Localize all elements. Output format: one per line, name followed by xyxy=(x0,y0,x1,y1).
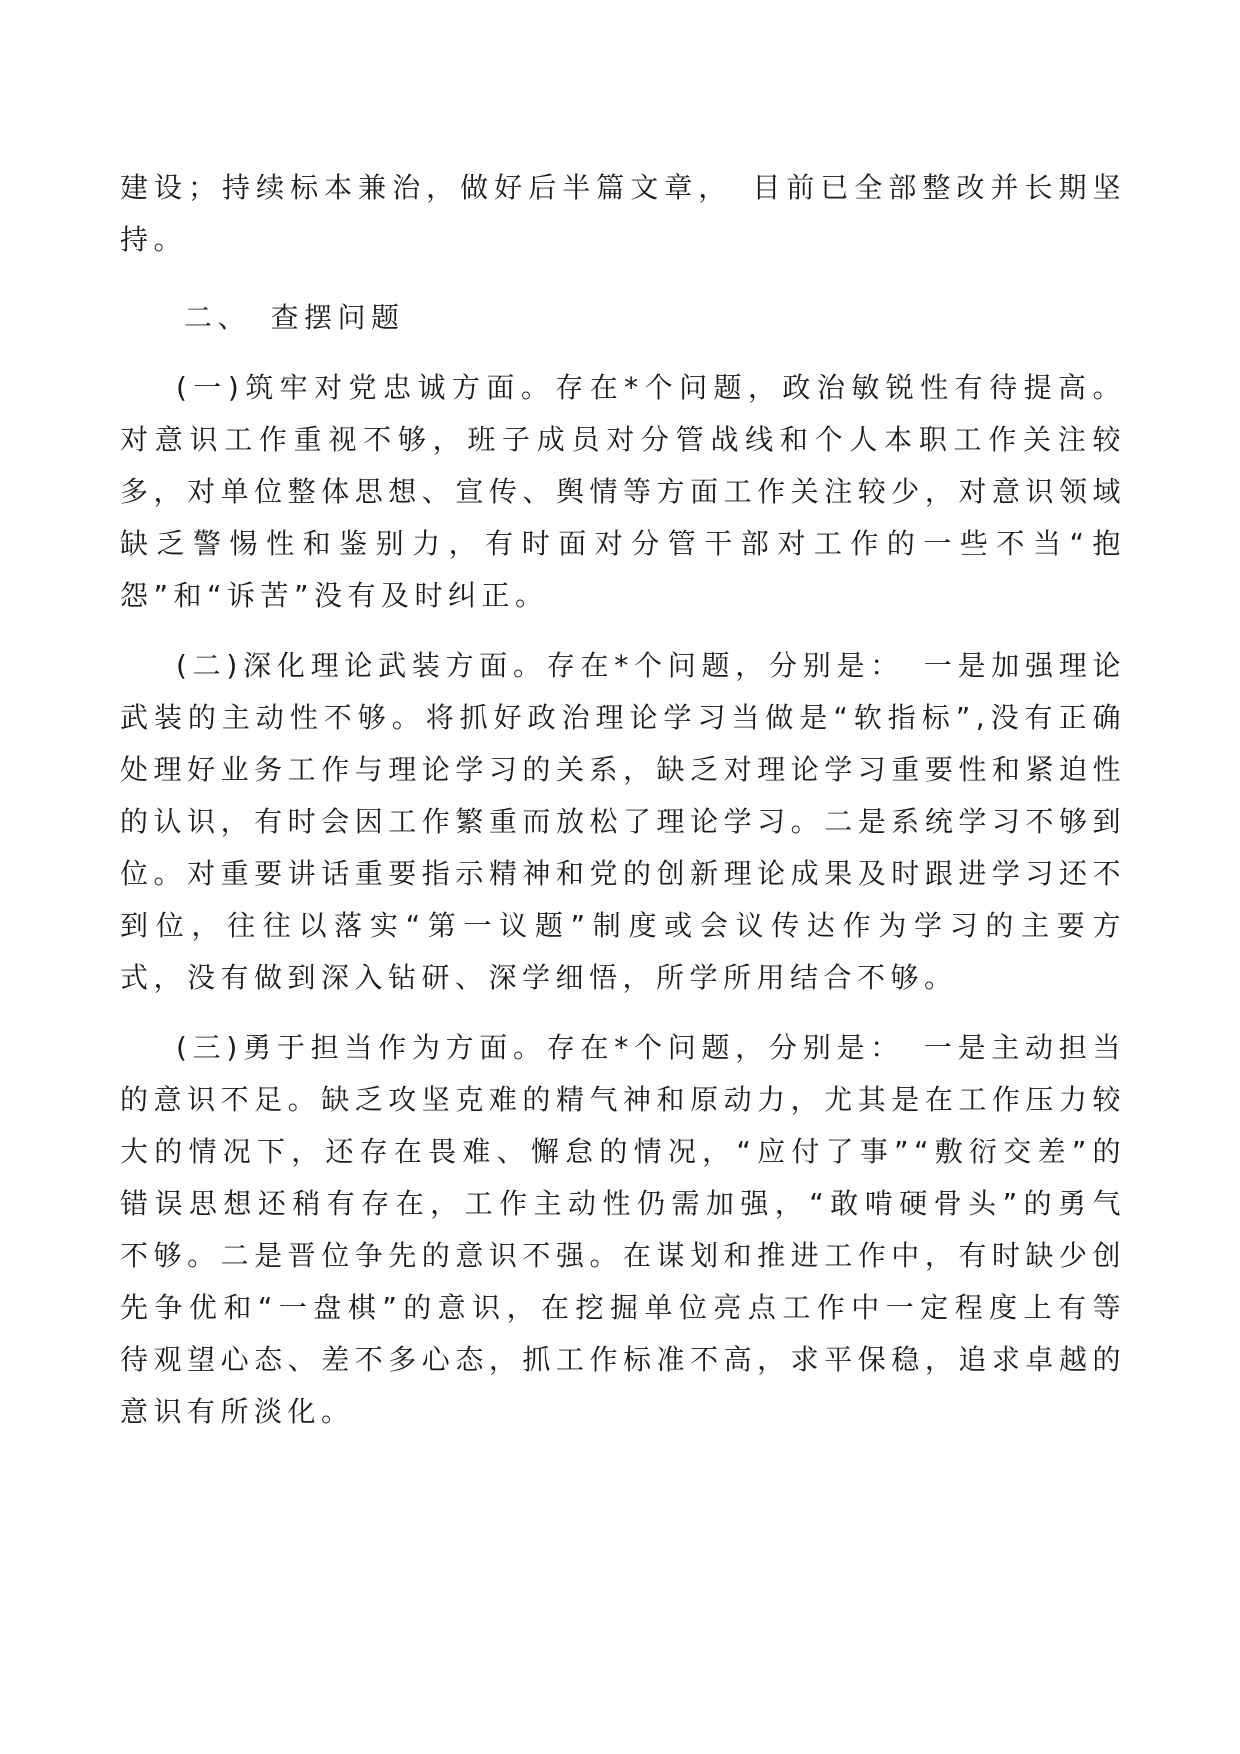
section-heading: 二、 查摆问题 xyxy=(184,301,405,334)
paragraph-theory: (二)深化理论武装方面。存在*个问题，分别是： 一是加强理论武装的主动性不够。将抓好政治理论学习当做是“软指标”,没有正确处理好业务工作与理论学习的关系，缺乏对理论学习重要性和紧迫性的认识，有时会因工作繁重而放松了理论学习。二是系统学习不够到位。对重要讲话重要指示精神和党的创新理论成果及时跟进学习还不到位，往往以落实“第一议题”制度或会议传达作为学习的主要方式，没有做到深入钻研、深学细悟，所学所用结合不够。 xyxy=(120,649,1126,994)
document-body xyxy=(120,162,1126,1438)
continuation-paragraph: 建设；持续标本兼治，做好后半篇文章， 目前已全部整改并长期坚持。 xyxy=(120,171,1126,256)
paragraph-responsibility: (三)勇于担当作为方面。存在*个问题，分别是： 一是主动担当的意识不足。缺乏攻坚克难的精气神和原动力，尤其是在工作压力较大的情况下，还存在畏难、懈怠的情况，“应付了事”“敷衍交差”的错误思想还稍有存在，工作主动性仍需加强，“敢啃硬骨头”的勇气不够。二是晋位争先的意识不强。在谋划和推进工作中，有时缺少创先争优和“一盘棋”的意识，在挖掘单位亮点工作中一定程度上有等待观望心态、差不多心态，抓工作标准不高，求平保稳，追求卓越的意识有所淡化。 xyxy=(120,1031,1126,1428)
paragraph-loyalty: (一)筑牢对党忠诚方面。存在*个问题，政治敏锐性有待提高。对意识工作重视不够，班子成员对分管战线和个人本职工作关注较多，对单位整体思想、宣传、舆情等方面工作关注较少，对意识领域缺乏警惕性和鉴别力，有时面对分管干部对工作的一些不当“抱怨”和“诉苦”没有及时纠正。 xyxy=(120,371,1126,612)
